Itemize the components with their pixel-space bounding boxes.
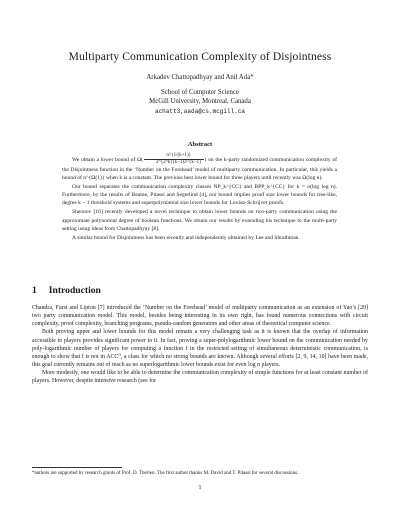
- body-paragraph-3: More modestly, one would like to be able to determine the communication complexity of simple functions for at least constant number of players. However, despite intensive research (see for: [32, 370, 368, 385]
- section-title: Introduction: [48, 285, 101, 296]
- affiliation-line-1: School of Computer Science: [161, 89, 239, 96]
- bound-formula: [144, 153, 204, 166]
- formula-numerator: n^{1/(k+1)}: [144, 153, 204, 160]
- abstract-paragraph-2: Our bound separates the communication complexity classes NP_k^{CC} and BPP_k^{CC} for k = o(log log n). Furthermore, by the results of Beame, Pitassi and Segerlind [4], our bound implies proof size lower bounds for tree-like, degree k − 1 threshold systems and superpolynomial size lower bounds for Lovász-Schrijver proofs.: [62, 184, 337, 207]
- section-heading: [32, 285, 101, 296]
- abstract-paragraph-4: A similar bound for Disjointness has been recently and independently obtained by Lee and Shraibman.: [72, 234, 300, 241]
- author-emails: achatt3,aada@cs.mcgill.ca: [154, 108, 245, 115]
- section-body: [32, 304, 368, 386]
- abstract-p1-pre: We obtain a lower bound of Ω(: [72, 156, 143, 163]
- paper-title: Multiparty Communication Complexity of Disjointness: [68, 50, 332, 63]
- section-number: 1: [32, 285, 37, 296]
- page-number: 1: [198, 485, 202, 491]
- abstract-paragraph-3: Sherstov [16] recently developed a novel technique to obtain lower bounds on two-party communication using the approximate polynomial degree of boolean functions. We obtain our results by extending his technique to the multi-party setting using ideas from Chattopadhyay [8].: [62, 209, 337, 232]
- affiliation-line-2: McGill University, Montreal, Canada: [149, 98, 251, 105]
- body-paragraph-1: Chandra, Furst and Lipton [7] introduced the ‘Number on the Forehead’ model of multiparty communication as an extension of Yao’s [20] two party communication model. This model, besides being interesting in its own right, has found numerous connections with circuit complexity, proof complexity, branching programs, pseudo-random generators and other areas of theoretical computer science.: [32, 305, 368, 328]
- abstract-body: [62, 153, 337, 242]
- abstract-paragraph-1: [62, 153, 337, 182]
- abstract-p1-post: ) on the k-party randomized communication complexity of the Disjointness function in the ‘Number on the Forehead’ model of multiparty communication. In particular, this yields a bound of n^{Ω(1)} when k is a constant. The previous best lower bound for three players until recently was Ω(log n).: [62, 156, 337, 182]
- footnote: *authors are supported by research grants of Prof. D. Thérien. The first author thanks M. David and T. Pitassi for several discussions.: [32, 471, 299, 476]
- footnote-rule: [32, 467, 122, 468]
- abstract-heading: Abstract: [187, 141, 213, 148]
- body-paragraph-2: Both proving upper and lower bounds for this model remain a very challenging task as it is known that the overlap of information accessible to players provides significant power to it. In fact, proving a super-polylogarithmic lower bound on the communication needed by poly-logarithmic number of players for computing a function f in the restricted setting of simultaneous deterministic communication, is enough to show that f is not in ACC⁰, a class for which no strong bounds are known. Although several efforts [2, 9, 14, 10] have been made, this goal currently remains out of reach as no superlogarithmic lower bounds exist for even log n players.: [32, 329, 368, 369]
- formula-denominator: 2^{2^k}(k−1)2^{k−1}: [155, 160, 202, 165]
- authors: Arkadev Chattopadhyay and Anil Ada*: [146, 74, 254, 81]
